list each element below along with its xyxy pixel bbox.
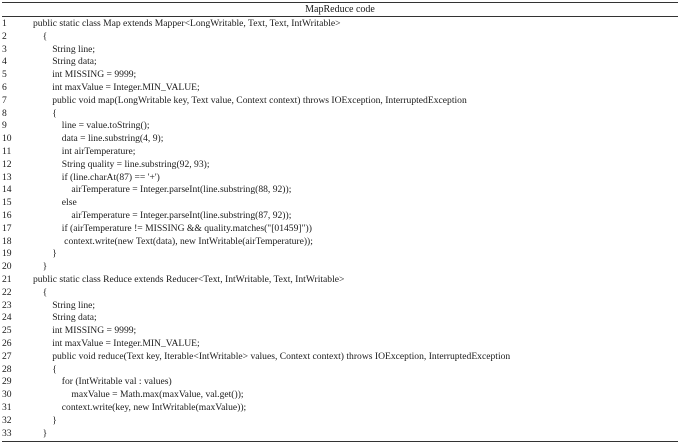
line-number: 23 xyxy=(2,299,12,311)
code-line xyxy=(2,389,678,402)
line-number: 27 xyxy=(2,350,12,362)
code-line xyxy=(2,95,678,108)
code-text: } xyxy=(33,248,57,260)
code-line xyxy=(2,18,678,31)
code-text: public static class Map extends Mapper<LongWritable, Text, Text, IntWritable> xyxy=(33,18,341,29)
code-line xyxy=(2,146,678,159)
code-line xyxy=(2,120,678,133)
line-number: 17 xyxy=(2,222,12,234)
code-line xyxy=(2,69,678,82)
line-number: 20 xyxy=(2,261,12,273)
code-line xyxy=(2,274,678,287)
code-line xyxy=(2,44,678,57)
code-line xyxy=(2,172,678,185)
table-caption: MapReduce code xyxy=(305,4,375,15)
code-text: int maxValue = Integer.MIN_VALUE; xyxy=(33,81,200,93)
line-number: 4 xyxy=(2,56,7,68)
code-text: } xyxy=(33,261,48,273)
line-number: 24 xyxy=(2,312,12,324)
line-number: 9 xyxy=(2,120,7,132)
code-line xyxy=(2,287,678,300)
code-lines xyxy=(2,17,678,440)
code-line xyxy=(2,159,678,172)
line-number: 11 xyxy=(2,145,12,157)
code-table xyxy=(2,2,678,442)
line-number: 32 xyxy=(2,414,12,426)
code-line xyxy=(2,402,678,415)
line-number: 14 xyxy=(2,184,12,196)
code-text: { xyxy=(33,107,57,119)
line-number: 1 xyxy=(2,18,7,29)
line-number: 33 xyxy=(2,427,12,439)
code-line xyxy=(2,31,678,44)
code-text: int MISSING = 9999; xyxy=(33,69,137,81)
code-text: if (line.charAt(87) == '+') xyxy=(33,171,160,183)
line-number: 18 xyxy=(2,235,12,247)
code-line xyxy=(2,376,678,389)
code-text: } xyxy=(33,427,48,439)
code-line xyxy=(2,108,678,121)
code-text: data = line.substring(4, 9); xyxy=(33,133,164,145)
code-line xyxy=(2,223,678,236)
code-text: maxValue = Math.max(maxValue, val.get()); xyxy=(33,389,244,401)
line-number: 28 xyxy=(2,363,12,375)
code-text: int airTemperature; xyxy=(33,145,136,157)
code-line xyxy=(2,364,678,377)
code-line xyxy=(2,184,678,197)
line-number: 2 xyxy=(2,30,7,42)
code-line xyxy=(2,56,678,69)
line-number: 22 xyxy=(2,286,12,298)
code-line xyxy=(2,415,678,428)
code-text: String data; xyxy=(33,56,97,68)
code-text: public void map(LongWritable key, Text value, Context context) throws IOException, InterruptedException xyxy=(33,94,467,106)
code-text: airTemperature = Integer.parseInt(line.substring(88, 92)); xyxy=(33,184,292,196)
code-line xyxy=(2,312,678,325)
line-number: 16 xyxy=(2,209,12,221)
code-text: airTemperature = Integer.parseInt(line.substring(87, 92)); xyxy=(33,209,292,221)
line-number: 21 xyxy=(2,273,12,285)
line-number: 26 xyxy=(2,337,12,349)
code-line xyxy=(2,325,678,338)
line-number: 13 xyxy=(2,171,12,183)
code-text: String data; xyxy=(33,312,97,324)
line-number: 31 xyxy=(2,401,12,413)
line-number: 15 xyxy=(2,197,12,209)
code-line xyxy=(2,338,678,351)
code-line xyxy=(2,261,678,274)
line-number: 19 xyxy=(2,248,12,260)
line-number: 25 xyxy=(2,325,12,337)
code-text: line = value.toString(); xyxy=(33,120,150,132)
code-text: int MISSING = 9999; xyxy=(33,325,137,337)
code-text: } xyxy=(33,414,57,426)
line-number: 7 xyxy=(2,94,7,106)
code-line xyxy=(2,197,678,210)
code-text: int maxValue = Integer.MIN_VALUE; xyxy=(33,337,200,349)
code-line xyxy=(2,300,678,313)
code-text: for (IntWritable val : values) xyxy=(33,376,172,388)
code-line xyxy=(2,236,678,249)
line-number: 8 xyxy=(2,107,7,119)
line-number: 6 xyxy=(2,81,7,93)
line-number: 5 xyxy=(2,69,7,81)
code-line xyxy=(2,248,678,261)
code-text: String line; xyxy=(33,299,96,311)
line-number: 30 xyxy=(2,389,12,401)
code-line xyxy=(2,210,678,223)
code-text: public void reduce(Text key, Iterable<IntWritable> values, Context context) throws IOException, InterruptedException xyxy=(33,350,511,362)
code-text: { xyxy=(33,286,48,298)
code-line xyxy=(2,428,678,441)
code-text: { xyxy=(33,363,57,375)
code-line xyxy=(2,82,678,95)
code-line xyxy=(2,351,678,364)
code-text: public static class Reduce extends Reducer<Text, IntWritable, Text, IntWritable> xyxy=(33,273,345,285)
code-text: String line; xyxy=(33,43,96,55)
line-number: 10 xyxy=(2,133,12,145)
code-text: if (airTemperature != MISSING && quality.matches("[01459]")) xyxy=(33,222,312,234)
code-text: { xyxy=(33,30,48,42)
code-text: context.write(key, new IntWritable(maxValue)); xyxy=(33,401,247,413)
line-number: 12 xyxy=(2,158,12,170)
code-text: String quality = line.substring(92, 93); xyxy=(33,158,210,170)
line-number: 3 xyxy=(2,43,7,55)
code-text: else xyxy=(33,197,77,209)
line-number: 29 xyxy=(2,376,12,388)
code-text: context.write(new Text(data), new IntWritable(airTemperature)); xyxy=(33,235,313,247)
code-line xyxy=(2,133,678,146)
